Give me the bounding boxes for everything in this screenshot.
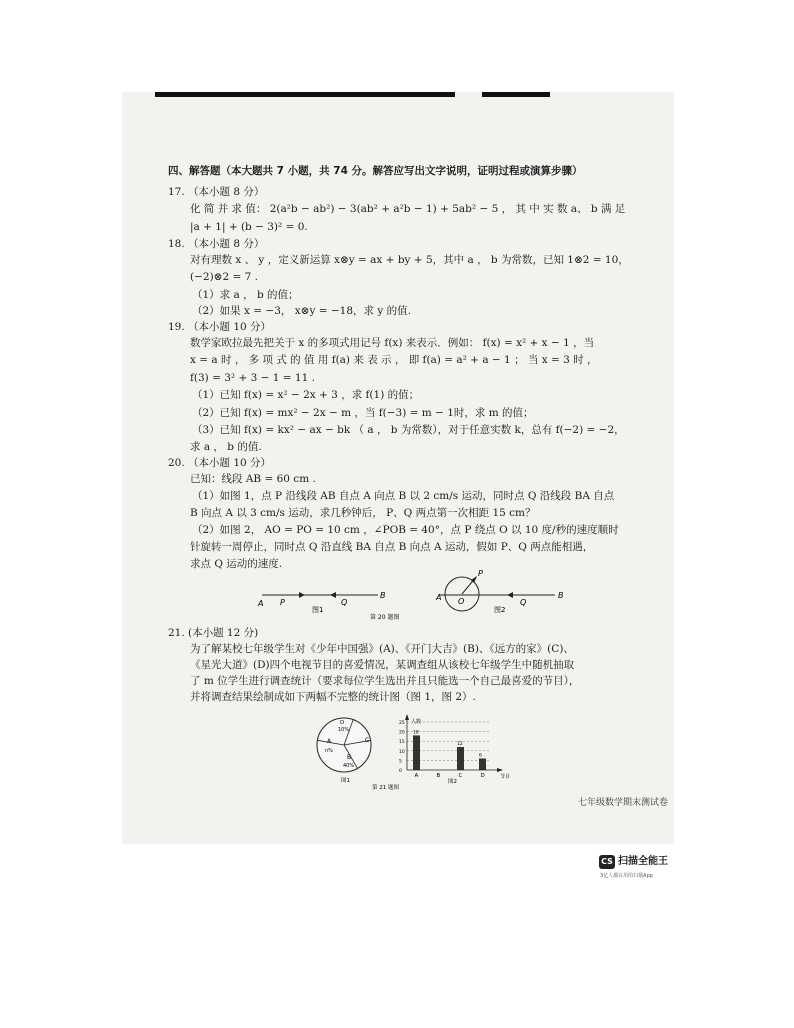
q20-part2-line2: 针旋转一周停止，同时点 Q 沿直线 BA 自点 B 向点 A 运动，假如 P、Q 两点能相遇，	[190, 541, 594, 553]
exam-title-footer: 七年级数学期末测试卷	[578, 798, 669, 808]
pie-caption: 图1	[341, 778, 350, 784]
q18-line2: (−2)⊗2 = 7 .	[190, 271, 258, 283]
bar-ytick-label: 0	[399, 769, 402, 774]
bar-ytick-label: 20	[399, 730, 405, 736]
bar-d	[479, 759, 486, 771]
bar-c	[457, 747, 464, 770]
q21-score: (本小题 12 分)	[188, 627, 259, 639]
q21-number: 21.	[168, 627, 185, 639]
bar-ytick-label: 15	[399, 740, 405, 746]
q20-given: 已知：线段 AB = 60 cm .	[190, 473, 316, 485]
fig2-label-q: Q	[520, 598, 527, 607]
q17-score: （本小题 8 分）	[188, 186, 265, 198]
bar-y-arrow	[405, 714, 409, 720]
section-title: 四、解答题（本大题共 7 小题，共 74 分。解答应写出文字说明，证明过程或演算步骤）	[168, 165, 583, 177]
q21-line3: 了 m 位学生进行调查统计（要求每位学生选出并且只能选一个自己最喜爱的节目），	[190, 675, 580, 687]
bar-category-a: A	[414, 773, 419, 779]
q19-part3: （3）已知 f(x) = kx² − ax − bk （ a ， b 为常数），对于任意实数 k，总有 f(−2) = −2，	[192, 424, 625, 436]
q19-score: （本小题 10 分）	[188, 321, 272, 333]
fig1-label-q: Q	[341, 598, 348, 607]
q18-score: （本小题 8 分）	[188, 238, 265, 250]
q18-number: 18.	[168, 238, 185, 250]
fig1-label-a: A	[258, 599, 264, 608]
fig1-label-p: P	[280, 598, 285, 607]
q20-part1-line2: B 向点 A 以 3 cm/s 运动，求几秒钟后， P、Q 两点第一次相距 15 cm？	[190, 507, 536, 519]
bar-ytick-label: 5	[399, 759, 402, 765]
pie-pct-a: n%	[325, 748, 333, 754]
camscanner-logo-icon: CS	[599, 855, 615, 869]
bar-value-label-a: 18	[413, 730, 419, 736]
camscanner-app-name: 扫描全能王	[618, 856, 668, 867]
pie-label-a: A	[327, 738, 332, 745]
fig2-label-p: P	[478, 569, 483, 578]
bar-chart	[399, 714, 510, 785]
q21-line4: 并将调查结果绘制成如下两幅不完整的统计图（图 1，图 2）.	[190, 691, 476, 703]
pie-pct-b: 40%	[343, 763, 355, 769]
bar-value-label-d: 6	[479, 753, 482, 759]
q19-number: 19.	[168, 321, 185, 333]
fig2-caption: 图2	[494, 606, 506, 614]
bar-ytick-label: 10	[399, 749, 405, 755]
fig1-label-b: B	[380, 591, 386, 600]
bar-x-arrow	[497, 768, 503, 772]
pie-label-d: D	[340, 720, 345, 726]
bar-a	[413, 735, 420, 770]
q19-line1: 数学家欧拉最先把关于 x 的多项式用记号 f(x) 来表示．例如： f(x) = x² + x − 1 ，当	[190, 337, 595, 349]
bar-category-c: C	[458, 773, 463, 779]
fig2-label-b: B	[558, 591, 564, 600]
q19-part2: （2）已知 f(x) = mx² − 2x − m ，当 f(−3) = m − 1时，求 m 的值；	[192, 407, 534, 419]
pie-chart	[317, 718, 371, 784]
q18-part2: （2）如果 x = −3， x⊗y = −18，求 y 的值.	[192, 305, 411, 317]
fig2-label-a: A	[436, 593, 442, 602]
fig21-caption: 第 21 题图	[372, 785, 399, 791]
q17-number: 17.	[168, 186, 185, 198]
fig20-caption: 第 20 题图	[370, 614, 400, 621]
q20-score: （本小题 10 分）	[188, 457, 272, 469]
fig1-caption: 图1	[312, 606, 324, 614]
pie-pct-d: 10%	[338, 727, 350, 733]
bar-category-b: B	[436, 773, 441, 779]
q20-part1-line1: （1）如图 1，点 P 沿线段 AB 自点 A 向点 B 以 2 cm/s 运动，同时点 Q 沿线段 BA 自点	[192, 490, 615, 502]
q19-line2: x = a 时 ， 多 项 式 的 值 用 f(a) 来 表 示 ， 即 f(a) = a² + a − 1 ； 当 x = 3 时 ，	[190, 354, 598, 366]
q19-part1: （1）已知 f(x) = x² − 2x + 3 ，求 f(1) 的值；	[192, 389, 420, 401]
q19-line3: f(3) = 3² + 3 − 1 = 11 .	[190, 372, 315, 384]
bar-xlabel: 节目	[500, 774, 511, 780]
pie-label-b: B	[347, 754, 352, 761]
q18-part1: （1）求 a ， b 的值；	[192, 289, 299, 301]
q17-line2: |a + 1| + (b − 3)² = 0.	[190, 221, 308, 233]
q20-part2-line3: 求点 Q 运动的速度.	[190, 558, 283, 570]
bar-ylabel: 人数	[411, 719, 422, 725]
pie-label-c: C	[365, 737, 370, 744]
fig2-label-o: O	[458, 597, 465, 606]
bar-caption: 图2	[448, 779, 457, 785]
q17-line1: 化 简 并 求 值： 2(a²b − ab²) − 3(ab² + a²b − 1) + 5ab² − 5 ， 其 中 实 数 a、 b 满 足	[190, 203, 626, 215]
q21-line2: 《星光大道》(D)四个电视节目的喜爱情况，某调查组从该校七年级学生中随机抽取	[190, 659, 575, 671]
q20-number: 20.	[168, 457, 185, 469]
bar-value-label-c: 12	[457, 742, 463, 747]
q19-part3b: 求 a ， b 的值.	[190, 441, 262, 453]
camscanner-tagline: 3亿人都在用的扫描App	[600, 873, 653, 879]
bar-ytick-label: 25	[399, 721, 405, 726]
q21-line1: 为了解某校七年级学生对《少年中国强》(A)、《开门大吉》(B)、《远方的家》(C)、	[190, 643, 574, 655]
q18-line1: 对有理数 x 、 y ，定义新运算 x⊗y = ax + by + 5，其中 a ， b 为常数，已知 1⊗2 = 10，	[190, 254, 629, 266]
bar-category-d: D	[480, 773, 485, 779]
q20-part2-line1: （2）如图 2， AO = PO = 10 cm ，∠POB = 40°，点 P 绕点 O 以 10 度/秒的速度顺时	[192, 524, 619, 536]
